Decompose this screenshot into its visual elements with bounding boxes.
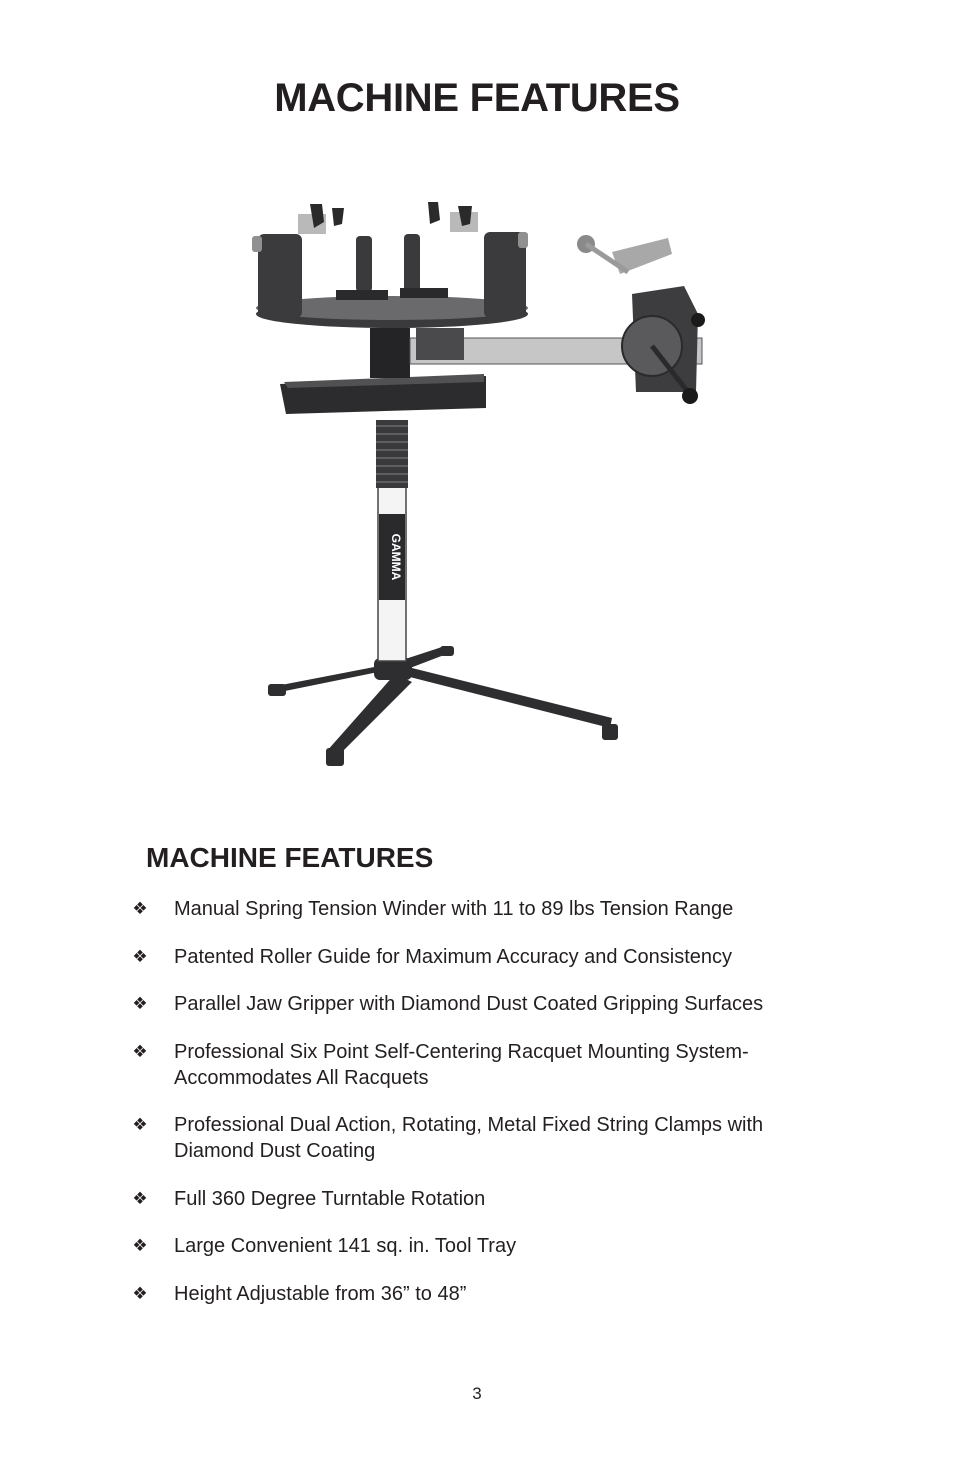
machine-base bbox=[268, 646, 618, 766]
post-brand-label: GAMMA bbox=[389, 533, 403, 581]
four-diamond-bullet-icon: ❖ bbox=[132, 1188, 148, 1209]
list-item bbox=[130, 896, 790, 922]
feature-text: Parallel Jaw Gripper with Diamond Dust Coated Gripping Surfaces bbox=[174, 993, 764, 1015]
section-heading: MACHINE FEATURES bbox=[146, 842, 434, 873]
four-diamond-bullet-icon: ❖ bbox=[132, 994, 148, 1014]
list-item bbox=[130, 1186, 790, 1212]
list-item bbox=[130, 1233, 790, 1259]
feature-text: Professional Dual Action, Rotating, Metal Fixed String Clamps with Diamond Dust Coating bbox=[174, 1114, 764, 1162]
list-item bbox=[130, 944, 790, 970]
feature-text: Full 360 Degree Turntable Rotation bbox=[174, 1187, 486, 1210]
four-diamond-bullet-icon: ❖ bbox=[132, 1236, 148, 1256]
four-diamond-bullet-icon: ❖ bbox=[132, 1115, 148, 1135]
list-item bbox=[130, 991, 790, 1017]
four-diamond-bullet-icon: ❖ bbox=[132, 1283, 148, 1304]
four-diamond-bullet-icon: ❖ bbox=[132, 1041, 148, 1062]
page-number: 3 bbox=[472, 1384, 482, 1403]
feature-text: Large Convenient 141 sq. in. Tool Tray bbox=[174, 1235, 517, 1257]
feature-list bbox=[130, 896, 790, 1328]
four-diamond-bullet-icon: ❖ bbox=[132, 899, 148, 919]
feature-text: Professional Six Point Self-Centering Racquet Mounting System- Accommodates All Racquets bbox=[174, 1040, 749, 1089]
list-item bbox=[130, 1112, 790, 1164]
feature-text: Height Adjustable from 36” to 48” bbox=[174, 1282, 467, 1305]
feature-text: Patented Roller Guide for Maximum Accuracy and Consistency bbox=[174, 945, 733, 968]
stringing-machine-photo bbox=[240, 196, 720, 776]
list-item bbox=[130, 1039, 790, 1091]
list-item bbox=[130, 1281, 790, 1307]
page-title: MACHINE FEATURES bbox=[274, 76, 680, 120]
stringing-machine-illustration bbox=[240, 196, 720, 776]
four-diamond-bullet-icon: ❖ bbox=[132, 946, 148, 967]
feature-text: Manual Spring Tension Winder with 11 to 89 lbs Tension Range bbox=[174, 898, 734, 920]
